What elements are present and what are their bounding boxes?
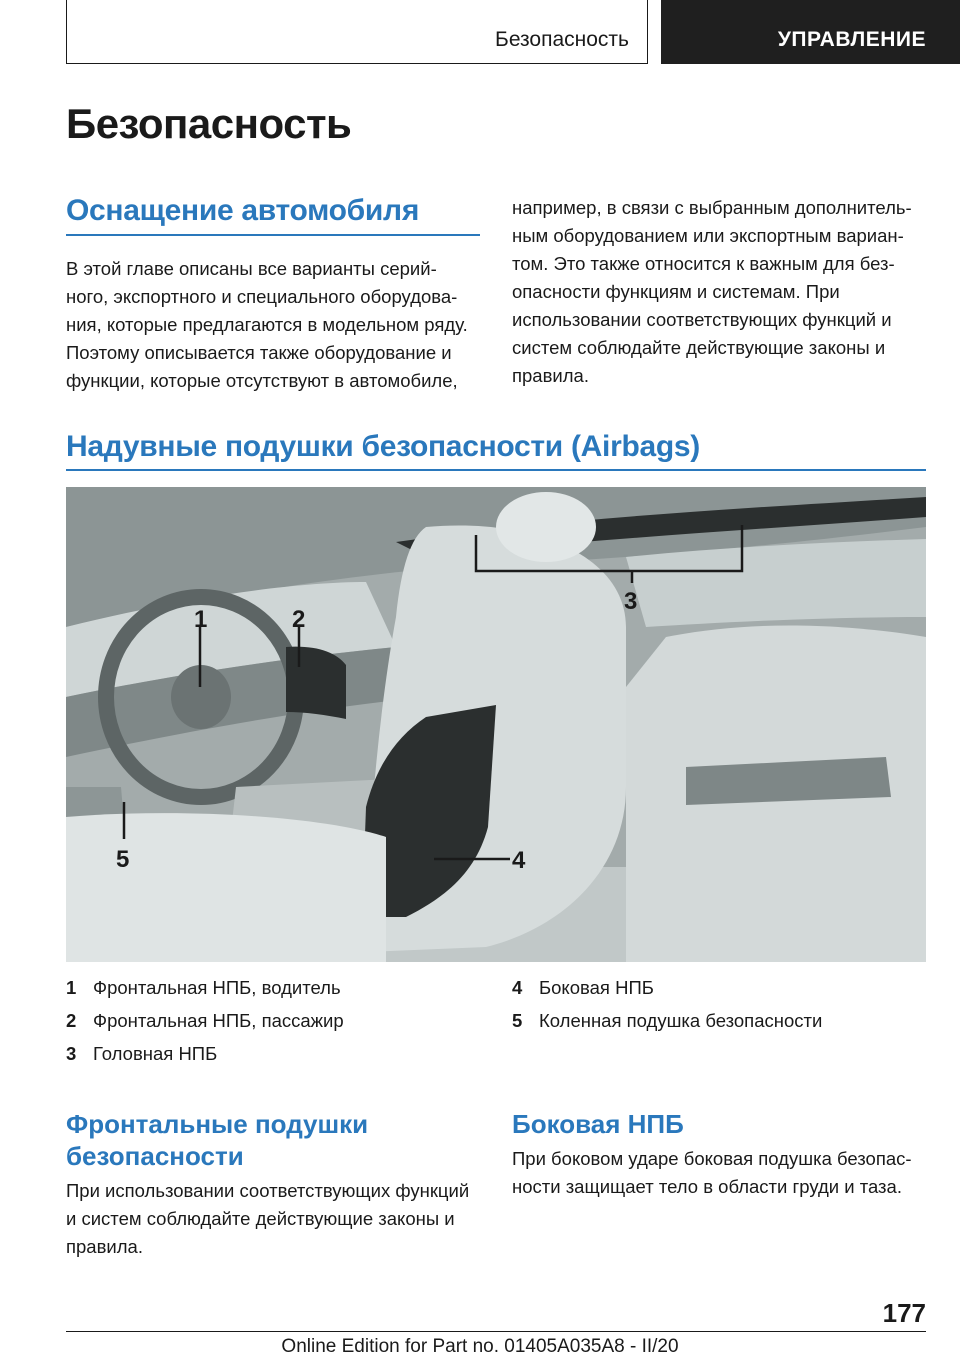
legend-text: Головная НПБ xyxy=(93,1043,218,1064)
legend-text: Фронтальная НПБ, пассажир xyxy=(93,1010,344,1031)
legend-text: Боковая НПБ xyxy=(539,977,654,998)
header-chapter-label: УПРАВЛЕНИЕ xyxy=(777,28,926,51)
legend-item xyxy=(66,1037,486,1070)
equipment-line: например, в связи с выбранным дополнитель- xyxy=(512,197,912,218)
legend-number: 2 xyxy=(66,1010,77,1031)
equipment-title: Оснащение автомобиля xyxy=(66,194,420,227)
side-airbag-text xyxy=(512,1145,942,1201)
airbag-figure xyxy=(66,487,926,962)
legend-text: Коленная подушка безопасности xyxy=(539,1010,823,1031)
equipment-col2 xyxy=(512,194,932,390)
callout-3: 3 xyxy=(624,588,638,615)
side-airbag-title: Боковая НПБ xyxy=(512,1109,684,1139)
equipment-line: опасности функциям и системам. При xyxy=(512,281,840,302)
equipment-line: том. Это также относится к важным для без- xyxy=(512,253,895,274)
front-airbags-title xyxy=(66,1108,368,1172)
callout-1: 1 xyxy=(194,606,208,633)
legend-number: 1 xyxy=(66,977,77,998)
legend-right xyxy=(512,971,932,1037)
front-airbags-title-line: безопасности xyxy=(66,1141,244,1171)
front-airbags-line: При использовании соответствующих функций xyxy=(66,1180,470,1201)
airbags-title: Надувные подушки безопасности (Airbags) xyxy=(66,430,700,463)
legend-item xyxy=(66,1004,486,1037)
equipment-line: ного, экспортного и специального оборудова- xyxy=(66,286,458,307)
legend-text: Фронтальная НПБ, водитель xyxy=(93,977,341,998)
legend-number: 5 xyxy=(512,1010,523,1031)
side-airbag-line: ности защищает тело в области груди и таза. xyxy=(512,1176,902,1197)
equipment-line: ния, которые предлагаются в модельном ряду. xyxy=(66,314,468,335)
equipment-line: Поэтому описывается также оборудование и xyxy=(66,342,452,363)
front-airbags-title-line: Фронтальные подушки xyxy=(66,1109,369,1139)
page-number: 177 xyxy=(882,1298,926,1328)
callout-5: 5 xyxy=(116,846,130,873)
front-airbags-line: правила. xyxy=(66,1236,143,1257)
header-section-tab xyxy=(66,0,648,64)
legend-left xyxy=(66,971,486,1070)
front-airbags-text xyxy=(66,1177,486,1261)
side-airbag-line: При боковом ударе боковая подушка безопас- xyxy=(512,1148,912,1169)
header-section-label: Безопасность xyxy=(495,28,629,51)
car-interior-illustration xyxy=(66,487,926,962)
equipment-line: систем соблюдайте действующие законы и xyxy=(512,337,886,358)
equipment-col1 xyxy=(66,255,486,395)
header-chapter-tab xyxy=(661,0,960,64)
legend-number: 4 xyxy=(512,977,523,998)
legend-number: 3 xyxy=(66,1043,77,1064)
airbags-title-rule xyxy=(66,469,926,471)
legend-item xyxy=(512,971,932,1004)
footer-rule xyxy=(66,1331,926,1332)
equipment-line: использовании соответствующих функций и xyxy=(512,309,892,330)
legend-item xyxy=(66,971,486,1004)
equipment-line: В этой главе описаны все варианты серий- xyxy=(66,258,437,279)
equipment-line: функции, которые отсутствуют в автомобиле, xyxy=(66,370,458,391)
equipment-title-rule xyxy=(66,234,480,236)
footer-edition: Online Edition for Part no. 01405A035A8 - II/20 xyxy=(281,1336,679,1357)
equipment-line: ным оборудованием или экспортным вариан- xyxy=(512,225,904,246)
legend-item xyxy=(512,1004,932,1037)
callout-2: 2 xyxy=(292,606,306,633)
page-title: Безопасность xyxy=(66,100,352,147)
equipment-line: правила. xyxy=(512,365,589,386)
callout-4: 4 xyxy=(512,847,526,874)
front-airbags-line: и систем соблюдайте действующие законы и xyxy=(66,1208,455,1229)
